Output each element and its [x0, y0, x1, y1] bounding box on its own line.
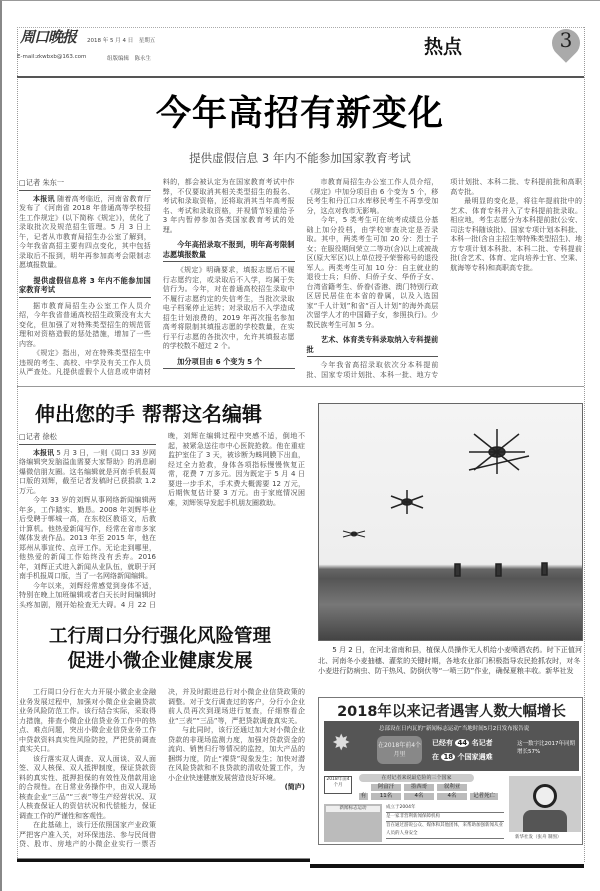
org-facts	[386, 804, 504, 839]
headline-line2: 促进小微企业健康发展	[67, 651, 253, 672]
lead-tag: 本报讯	[33, 448, 55, 457]
stat-text: 名记者	[471, 739, 493, 747]
page-number: 3	[559, 28, 573, 52]
org-name: 新闻标志运动	[326, 806, 380, 812]
row-prefix: 有	[360, 793, 367, 799]
photo-caption: 5 月 2 日，在河北省南和县，植保人员操作无人机给小麦喷洒农药。时下正值河北、河南冬小麦抽穗、灌浆的关键时期，各地农业部门积极指导农民抢抓农时，对冬小麦进行防病虫、防干热风、防倒伏等“一喷三防”作业，确保夏粮丰收。新华社发	[318, 645, 583, 675]
countries-table	[359, 784, 498, 800]
stat-text: 在	[432, 753, 439, 761]
dangerous-countries-label: 在对记者来说最危险的三个国家	[359, 774, 474, 782]
drone-medium-icon	[391, 490, 423, 514]
row-suffix: 记者死亡	[470, 793, 498, 800]
country-cell: 墨西哥	[404, 784, 434, 791]
journalist-illustration	[509, 776, 581, 832]
period-box: 在2018年前4个月里	[377, 736, 422, 764]
infographic-banner	[324, 721, 579, 771]
growth-note: 这一数字比2017年同期增长57%	[517, 741, 575, 755]
drone-photo	[318, 403, 583, 641]
paragraph: 《规定》指出，对在特殊类型招生中违规的考生、高校、中学及有关工作人员从严查处。凡提供虚假个人信息或申请材料的，都会被认定为在国家教育考试中作弊，不仅要取消其相关类型招生的报名、考试和录取资格，还将取消其当年高考报名、考试和录取资格，并视情节轻重给予 3 年内暂停参加各类国家教育考试的处理。	[19, 178, 295, 376]
top-margin-line	[17, 27, 584, 28]
farmer-icons	[455, 563, 547, 576]
death-stats	[432, 736, 493, 764]
story-divider	[17, 386, 584, 387]
paragraph: 工行周口分行在大力开展小微企业金融业务发展过程中，加强对小微企业金融贷款业务风险防范工作。该行结合实际，采取得力措施，排查小微企业信贷业务工作中的热点、难点问题，突出小微企业信贷业务工作中贷款资料真实性风险防控，严把贷前调查真实关口。	[19, 688, 156, 753]
calendar-icon: 2018年前4个月	[324, 776, 352, 794]
paragraph: 随着高考临近，河南省教育厅发布了《河南省 2018 年普通高等学校招生工作规定》(以下简称《规定》)，优化了录取批次及规范招生管理。5 月 3 日上午，记者从市教育局招生办公室了解到，今年我省高招主要有四点变化，其中包括录取后不报到，明年再参加高考会限制志愿填报数量。	[19, 194, 151, 269]
burst-icon: ✸	[332, 731, 351, 756]
infographic-title: 2018年以来记者遇害人数大幅增长	[337, 704, 566, 720]
paragraph: 最明显的变化是，将往年提前批中的艺术、体育专科并入了专科提前批录取。相应地，考生志愿分为本科提前批(公安、司法专科随该批)、国家专项计划本科批、本科一批(含自主招生等特殊类型招生)、地方专项计划本科批、本科二批、专科提前批(含艺术、体育、定向培养士官、空乘、航海等专科)和高职高专批。	[450, 197, 582, 272]
drone-small-icon	[343, 531, 365, 537]
infographic-credit: 新华社发（张舟 制图）	[515, 835, 562, 840]
issue-date: 2018 年 5 月 4 日 星期五	[87, 38, 156, 44]
paragraph: 今年我省高招录取依次分本科提前批、国家专项计划批、本科一批、地方专项计划批、本科二批、专科提前批和高职高专批。	[306, 178, 582, 379]
subhead: 今年高招录取不报到，明年高考限制志愿填报数量	[163, 235, 295, 262]
story1-body	[19, 178, 582, 382]
country-cell: 阿富汗	[371, 784, 401, 791]
country-cell: 叙利亚	[437, 784, 467, 791]
count-cell: 4名	[437, 793, 467, 800]
drone-large-icon	[469, 429, 529, 474]
paragraph: 5 月 3 日，一则《周口 33 岁网络编辑突发脑溢血需要大家帮助》的消息刷爆微信朋友圈。这名编辑就是河南手机报周口版的刘辉，截至记者发稿时已获捐款 1.2 万元。	[19, 448, 156, 495]
paragraph: 市教育局招生办公室工作人员介绍，《规定》中加分项目由 6 个变为 5 个，移民考生和丹江口水库移民考生不再享受加分，这点对我市无影响。	[306, 178, 439, 215]
section-name: 热点	[424, 36, 463, 58]
header-rule	[17, 76, 584, 78]
signature: (简庐)	[284, 783, 305, 791]
subhead: 加分项目由 6 个变为 5 个	[163, 352, 295, 370]
stat-text: 已经有	[432, 739, 453, 747]
paragraph: 今年，5 类考生可在统考成绩总分基础上加分投档，由学校审查决定是否录取。其中，两类考生可加 20 分：烈士子女；在服役期间荣立二等功(含)以上或被战区(原大军区)以上单位授予荣誉称号的退役军人。两类考生可加 10 分：自主就业的退役士兵；归侨、归侨子女、华侨子女、台湾省籍考生、侨眷(香港、澳门特别行政区居民居住在本省的眷属，以及入选国家“千人计划”和省“百人计划”的海外高层次留学人才的中国籍子女，参照执行)。少数民族考生可加 5 分。	[306, 216, 439, 329]
banner-text: 总部设在日内瓦的“新闻标志运动”当地时间5月2日发布报告说	[379, 726, 530, 732]
story2-byline: □记者 徐松	[19, 432, 156, 445]
paragraph: 《规定》明确要求，填报志愿后不履行志愿约定，或录取后不入学，均属于失信行为。今年，对在普通高校招生录取中不履行志愿约定的失信考生，当批次录取电子档案停止运转；对录取后不入学造成招生计划浪费的，2019 年再次报名参加高考将限制其填报志愿的学校数量，在实行平行志愿的各批次中，允许其填报志愿的学校数不超过 2 个。	[162, 266, 295, 350]
paragraph: 据市教育局招生办公室工作人员介绍，今年我省普通高校招生政策没有太大变化，但加强了对特殊类型招生的规范管理和对资格造假的惩处措施，增加了一些内容。	[19, 301, 151, 348]
newspaper-logo: 周口晚报	[20, 28, 77, 46]
paragraph: 今年以来，刘辉经常感觉到身体不适，特别在晚上加班编辑或者白天长时间编辑时头疼加剧，刚开始检查无大碍。4 月 22 日晚，刘辉在编辑过程中突感不适，倒地不起，被紧急送往市中心医院抢救。他在重症监护室住了 3 天，被诊断为蛛网膜下出血，经过全力抢救，身体各项指标慢慢恢复正常，花费 7 万多元。因为既定于 5 月 4 日要进一步手术，手术费大概需要 12 万元，后期恢复估计要 3 万元。由于家庭情况困难，刘辉领导发起手机朋友圈救助。	[19, 432, 305, 609]
subhead: 艺术、体育类专科录取纳入专科提前批	[307, 330, 439, 357]
story3-body	[19, 688, 305, 854]
journalist-infographic	[318, 697, 583, 845]
count-cell: 4名	[404, 793, 434, 800]
drone-illustration	[319, 404, 583, 641]
story1-subheadline: 提供虚假信息 3 年内不能参加国家教育考试	[189, 151, 411, 165]
story1-headline: 今年高招有新变化	[155, 93, 444, 134]
org-fact: 旨在通过游说公众、媒体和其他团体，来帮助加强新闻从业人员的人身安全	[386, 822, 504, 839]
story2-headline: 伸出您的手 帮帮这名编辑	[35, 402, 262, 426]
org-fact: 成立于2004年	[386, 804, 504, 813]
paragraph: 在此基础上，该行还依照国家产业政策严把客户准入关，对环保违法、参与民间借贷、股市、房地产的小微企业实行一票否决，并及时跟进总行对小微企业信贷政策的调整。对于支行调查过的客户，分行小企业前人员再次到现场进行复查，仔细察看企业“三表”“三品”等，严把贷款调查真实关。	[19, 688, 305, 848]
story1-byline: □记者 朱东一	[19, 178, 151, 191]
bottom-rule-left	[17, 858, 310, 862]
paragraph: 今年 33 岁的刘辉从事网络新闻编辑两年多，工作踏实、勤恳。2008 年刘辉毕业后受聘于郸城一高，在东校区教语文，后教计算机。他热爱新闻写作，经常在省市多家媒体发表作品。2013 年至 2015 年，他在郑州从事宣传、点评工作。无论走到哪里，他热爱的新闻工作始终没有丢弃。2016 年，刘辉正式进入新闻从业队伍，就职于河南手机报周口版，当了一名网络新闻编辑。	[19, 496, 156, 580]
lead-tag: 本报讯	[33, 194, 55, 203]
story2-body	[19, 432, 305, 618]
story3-headline	[20, 624, 300, 674]
paragraph: 与此同时，该行还通过加大对小微企业贷款的非现场监测力度，加强对贷款资金的流向、销售归行等情况的监控，加大产品的捆绑力度，防止“裸贷”现象发生；加快对潜在风险贷款和不良贷款的清收处置工作，为小企业快速健康发展营造良好环境。	[168, 726, 305, 782]
killed-count: 44	[457, 739, 468, 747]
body-icon	[523, 810, 567, 832]
newspaper-icon	[324, 804, 382, 842]
editor: 组版编辑 陈永生	[107, 56, 152, 62]
email: E-mail:zkwbxb@163.com	[17, 54, 87, 60]
bottom-rule-right	[310, 864, 584, 868]
paragraph: 该行落实双人调查、双人面谈、双人面签、双人核保、双人抵押制度，保证贷款资料的真实性、抵押担保的有效性及借款用途的合规性。在日常业务操作中，由双人现场核查企业“三品”“三表”等生产经营状况、双人核查保证人的资信状况和代偿能力，保证调查工作的严谨性和客观性。	[19, 754, 156, 820]
country-count: 18	[443, 753, 454, 761]
headline-line1: 工行周口分行强化风险管理	[48, 626, 271, 647]
stat-text: 个国家遇难	[457, 753, 493, 761]
subhead: 提供虚假信息将 3 年内不能参加国家教育考试	[19, 271, 151, 298]
org-fact: 是一家非营利新闻保障机构	[386, 813, 504, 822]
face-icon	[533, 784, 557, 808]
count-cell: 11名	[371, 793, 401, 800]
